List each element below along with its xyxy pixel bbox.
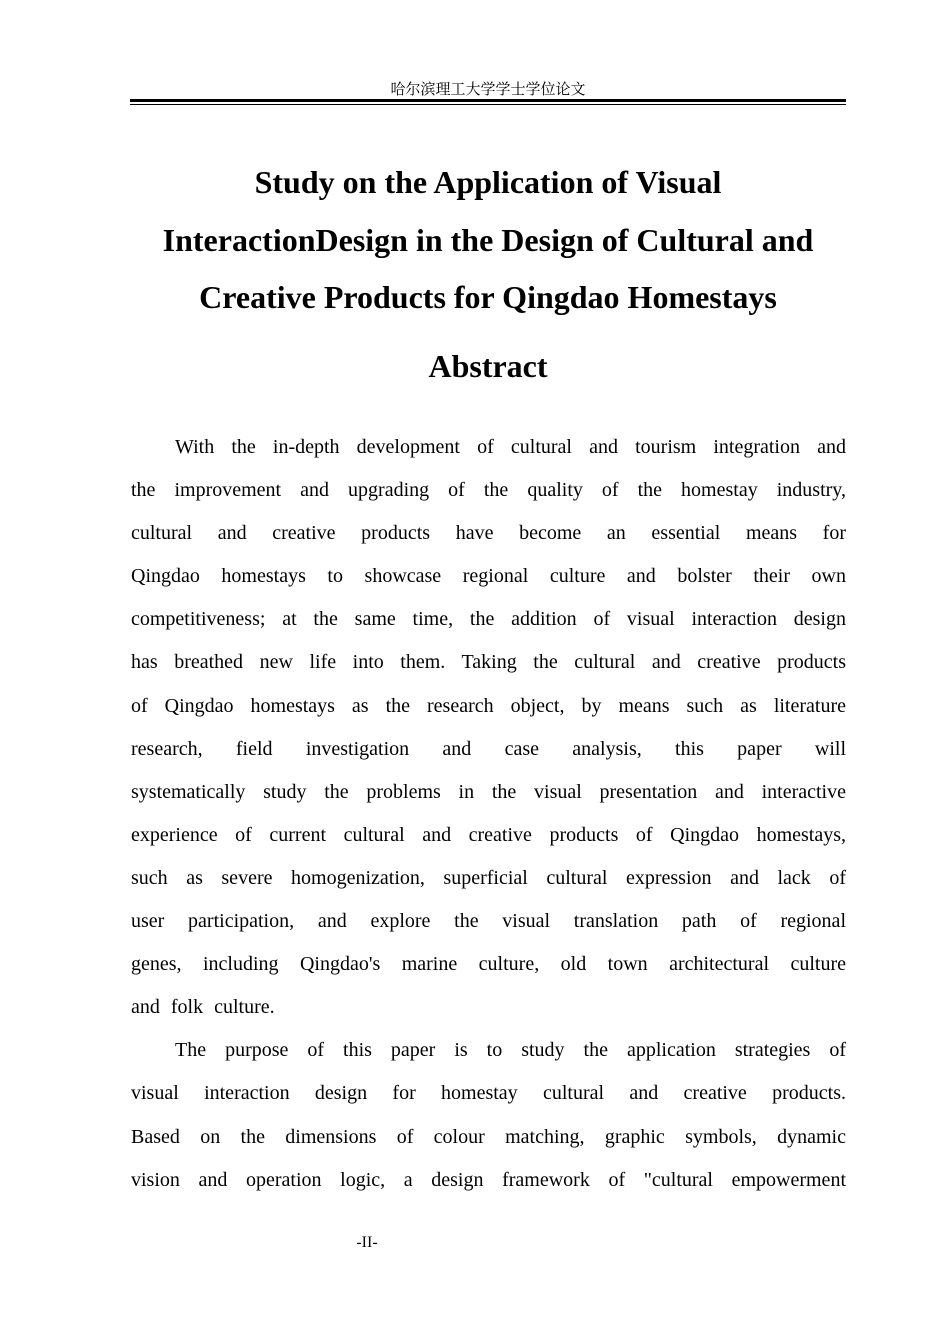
title-line: InteractionDesign in the Design of Cultural and (162, 221, 814, 258)
abstract-heading: Abstract (428, 348, 548, 384)
text-line: experience of current cultural and creative products of Qingdao homestays, (131, 823, 846, 846)
page-number: -II- (356, 1234, 378, 1251)
text-line: genes, including Qingdao's marine culture, old town architectural culture (131, 953, 846, 976)
text-line: Based on the dimensions of colour matching, graphic symbols, dynamic (131, 1125, 846, 1148)
text-line: the improvement and upgrading of the quality of the homestay industry, (131, 479, 846, 502)
header-rule-thick (130, 99, 846, 102)
abstract-paragraph-1 (131, 426, 846, 1029)
title-line: Creative Products for Qingdao Homestays (199, 279, 777, 315)
text-line: has breathed new life into them. Taking the cultural and creative products (131, 651, 846, 674)
header-rule-thin (130, 104, 846, 105)
text-line: visual interaction design for homestay cultural and creative products. (131, 1082, 846, 1105)
text-line: such as severe homogenization, superficial cultural expression and lack of (131, 866, 846, 889)
text-line: user participation, and explore the visual translation path of regional (131, 910, 846, 933)
text-line: With the in-depth development of cultural and tourism integration and (175, 436, 846, 458)
running-header: 哈尔滨理工大学学士学位论文 (390, 80, 586, 98)
text-line: and folk culture. (131, 996, 275, 1019)
text-line: Qingdao homestays to showcase regional culture and bolster their own (131, 565, 846, 588)
abstract-paragraph-2 (131, 1029, 846, 1201)
paper-title (130, 154, 846, 327)
text-line: research, field investigation and case analysis, this paper will (131, 737, 846, 760)
text-line: of Qingdao homestays as the research object, by means such as literature (131, 694, 846, 717)
title-line: Study on the Application of Visual (254, 164, 722, 200)
text-line: competitiveness; at the same time, the addition of visual interaction design (131, 608, 846, 631)
abstract-body (131, 426, 846, 1202)
text-line: systematically study the problems in the visual presentation and interactive (131, 780, 846, 803)
text-line: The purpose of this paper is to study the application strategies of (175, 1039, 846, 1062)
text-line: vision and operation logic, a design framework of "cultural empowerment (131, 1168, 846, 1191)
text-line: cultural and creative products have become an essential means for (131, 522, 846, 545)
